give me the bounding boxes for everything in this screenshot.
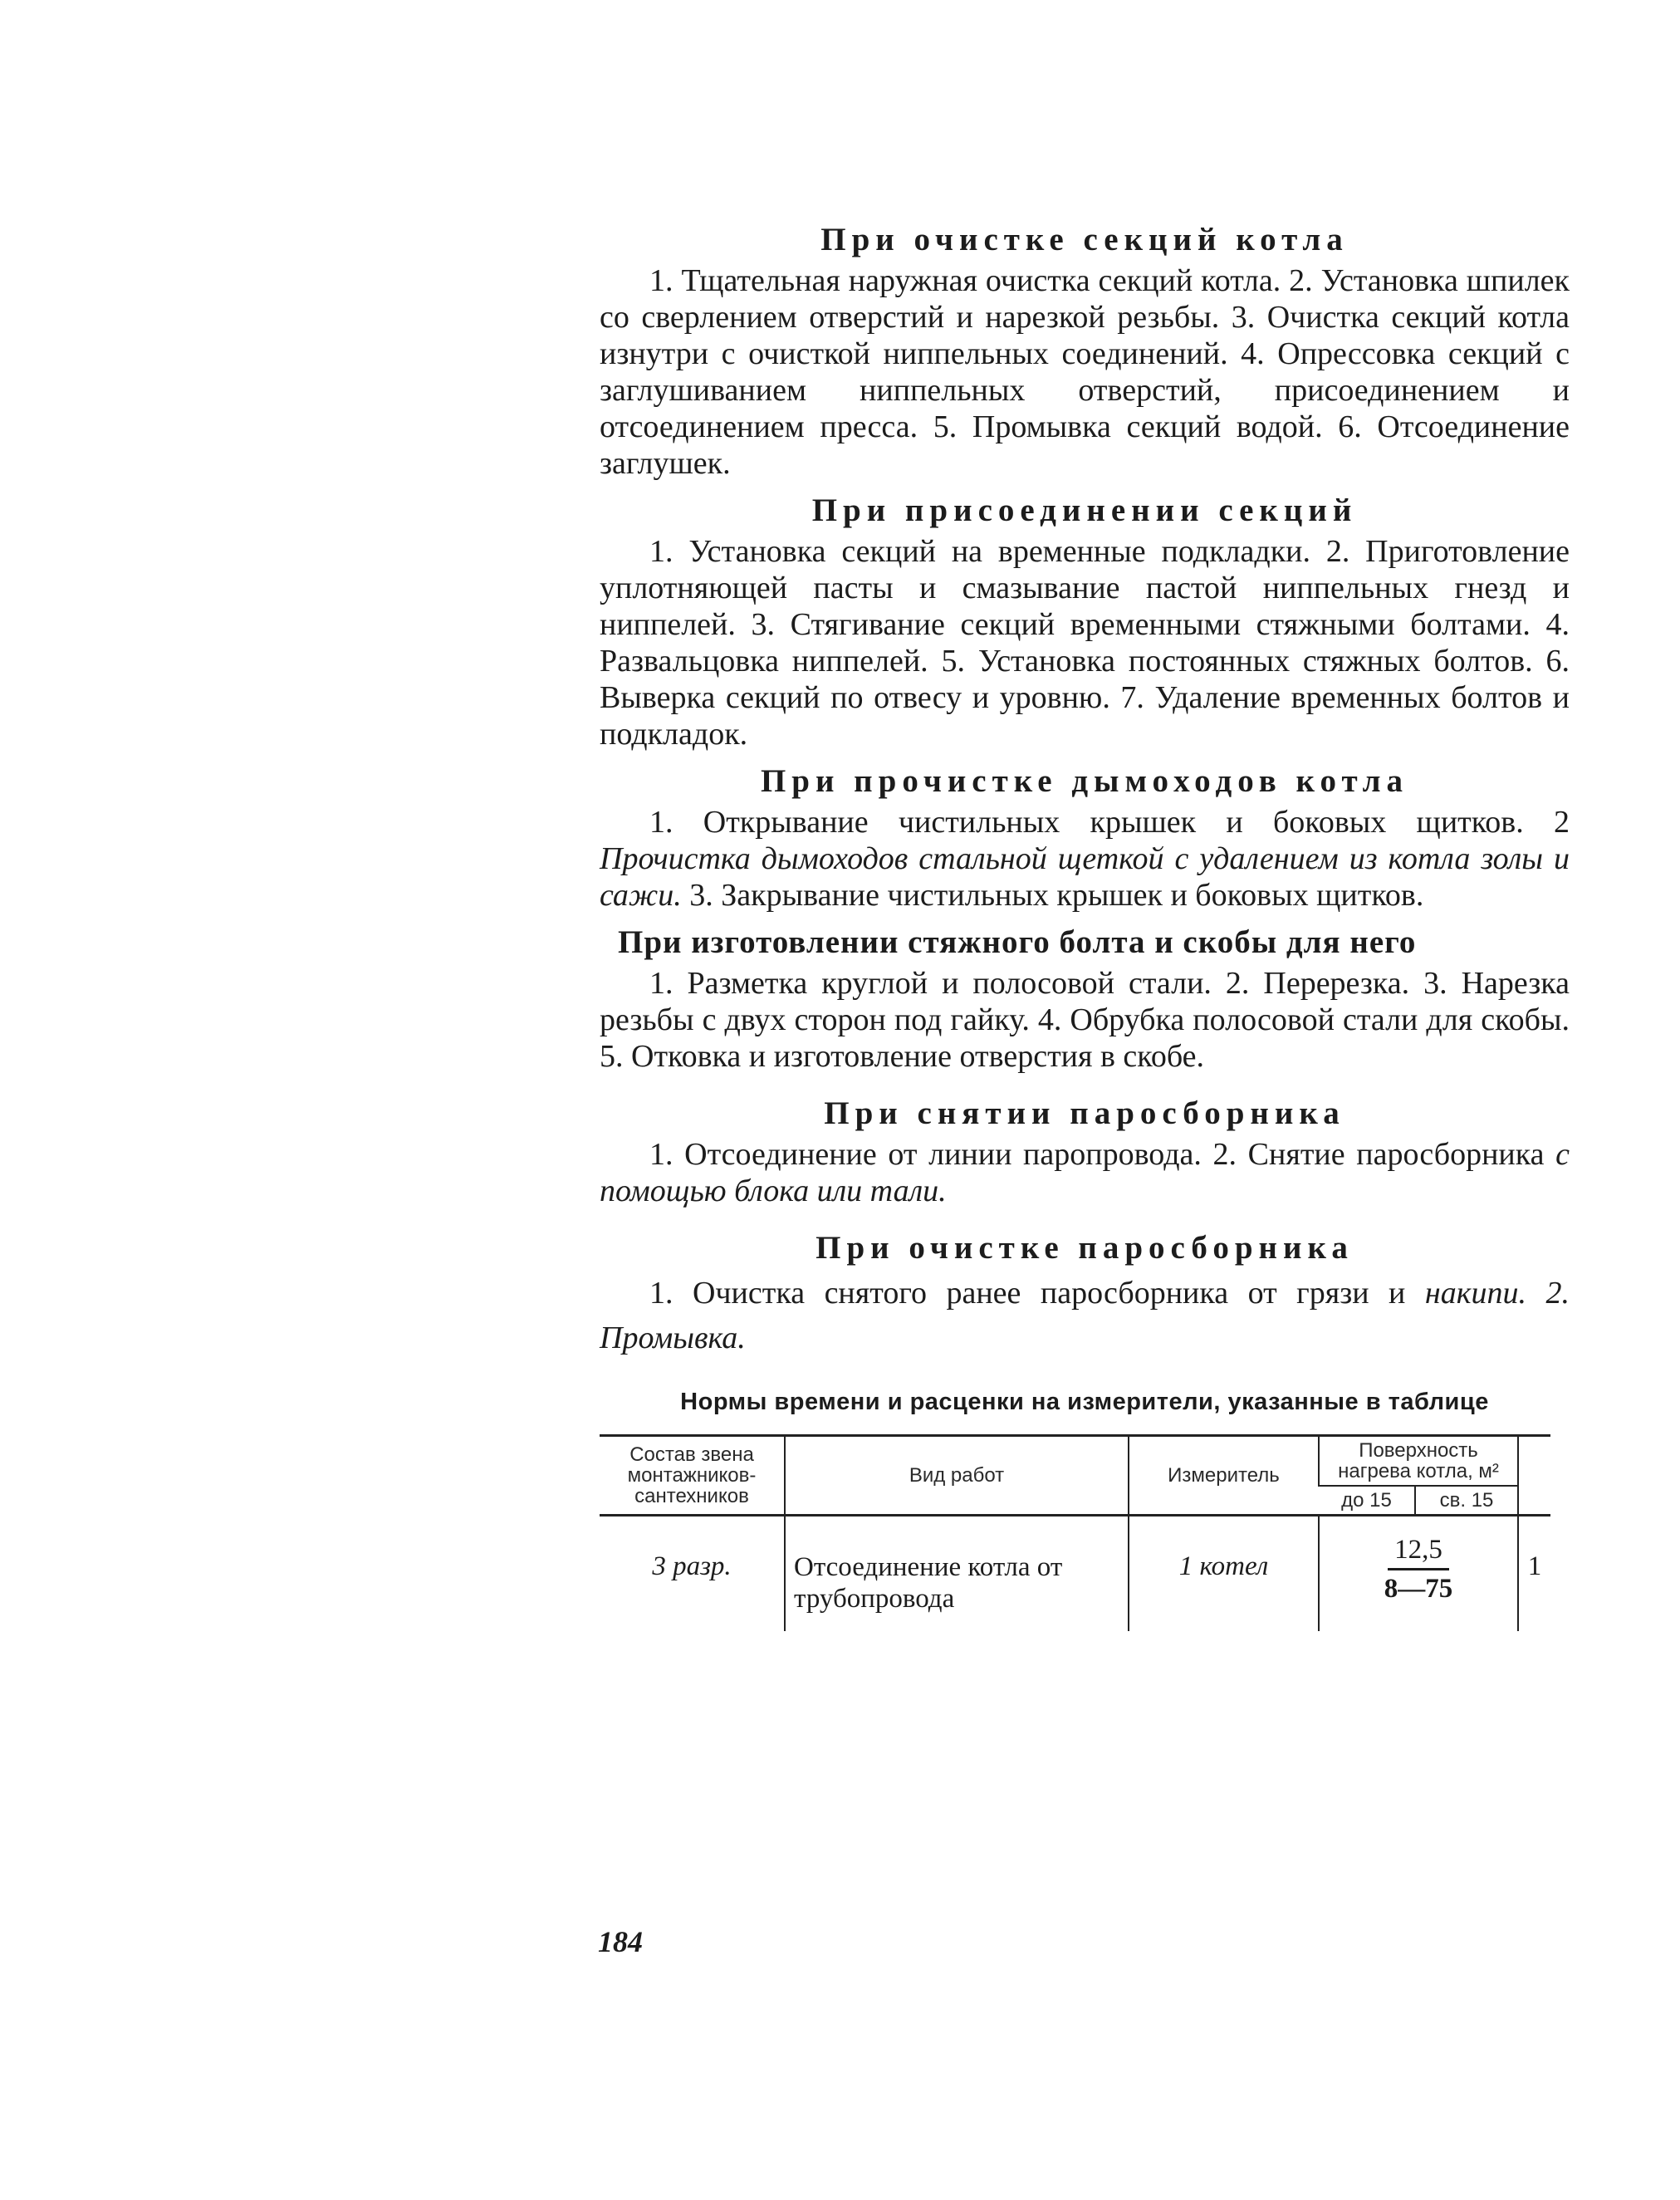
section-text-part: 1. Очистка снятого ранее паросборника от грязи и <box>649 1276 1425 1311</box>
header-upto: до 15 <box>1319 1486 1415 1516</box>
section-text-italic: накипи. 2. Промывка. <box>600 1276 1570 1355</box>
section-text-italic: с помощью блока или тали. <box>600 1137 1570 1208</box>
header-surface: Поверхность нагрева котла, м² <box>1319 1436 1518 1487</box>
section-title: При присоединении секций <box>811 492 1358 528</box>
table-caption: Нормы времени и расценки на измерители, указанные в таблице <box>680 1389 1489 1415</box>
section-text <box>600 1271 1570 1360</box>
section-text-italic: Прочистка дымоходов стальной щеткой с удалением из котла золы и сажи. <box>600 841 1570 913</box>
section-title: При изготовлении стяжного болта и скобы для него <box>618 924 1417 960</box>
cell-row-number: 1 <box>1518 1516 1550 1632</box>
cell-work: Отсоединение котла от трубопровода <box>785 1516 1129 1632</box>
section-text <box>600 1136 1570 1209</box>
table-row <box>600 1516 1550 1632</box>
cell-crew: 3 разр. <box>600 1516 785 1632</box>
section-title: При очистке паросборника <box>816 1230 1354 1266</box>
header-crew: Состав звена монтажников-сантехников <box>600 1436 785 1516</box>
section-title: При прочистке дымоходов котла <box>760 763 1409 799</box>
section-text <box>600 804 1570 914</box>
section-title: При снятии паросборника <box>824 1095 1345 1131</box>
rate-value: 8—75 <box>1384 1574 1453 1604</box>
page-number: 184 <box>598 1925 643 1958</box>
section-text-part: 3. Закрывание чистильных крышек и боковых щитков. <box>681 878 1424 913</box>
header-blank <box>1518 1436 1550 1516</box>
section-title: При очистке секций котла <box>820 222 1349 257</box>
norms-table <box>600 1434 1550 1631</box>
cell-norm-rate <box>1319 1516 1518 1632</box>
cell-measure: 1 котел <box>1129 1516 1319 1632</box>
section-text-part: 1. Отсоединение от линии паропровода. 2. Снятие паросборника <box>649 1137 1556 1172</box>
header-work: Вид работ <box>785 1436 1129 1516</box>
norm-value: 12,5 <box>1388 1531 1449 1570</box>
header-measure: Измеритель <box>1129 1436 1319 1516</box>
section-text: 1. Установка секций на временные подкладки. 2. Приготовление уплотняющей пасты и смазывание пастой ниппельных гнезд и ниппелей. 3. Стягивание секций временными стяжными болтами. 4. Развальцовка ниппелей. 5. Установка постоянных стяжных болтов. 6. Выверка секций по отвесу и уровню. 7. Удаление временных болтов и подкладок. <box>600 534 1570 752</box>
section-text-part: 1. Открывание чистильных крышек и боковых щитков. 2 <box>649 805 1570 840</box>
section-text: 1. Тщательная наружная очистка секций котла. 2. Установка шпилек со сверлением отверстий и нарезкой резьбы. 3. Очистка секций котла изнутри с очисткой ниппельных соединений. 4. Опрессовка секций с заглушиванием ниппельных отверстий, присоединением и отсоединением пресса. 5. Промывка секций водой. 6. Отсоединение заглушек. <box>600 263 1570 481</box>
section-text: 1. Разметка круглой и полосовой стали. 2. Перерезка. 3. Нарезка резьбы с двух сторон под гайку. 4. Обрубка полосовой стали для скобы. 5. Отковка и изготовление отверстия в скобе. <box>600 966 1570 1074</box>
header-over: св. 15 <box>1415 1486 1518 1516</box>
page-body <box>600 218 1570 1631</box>
